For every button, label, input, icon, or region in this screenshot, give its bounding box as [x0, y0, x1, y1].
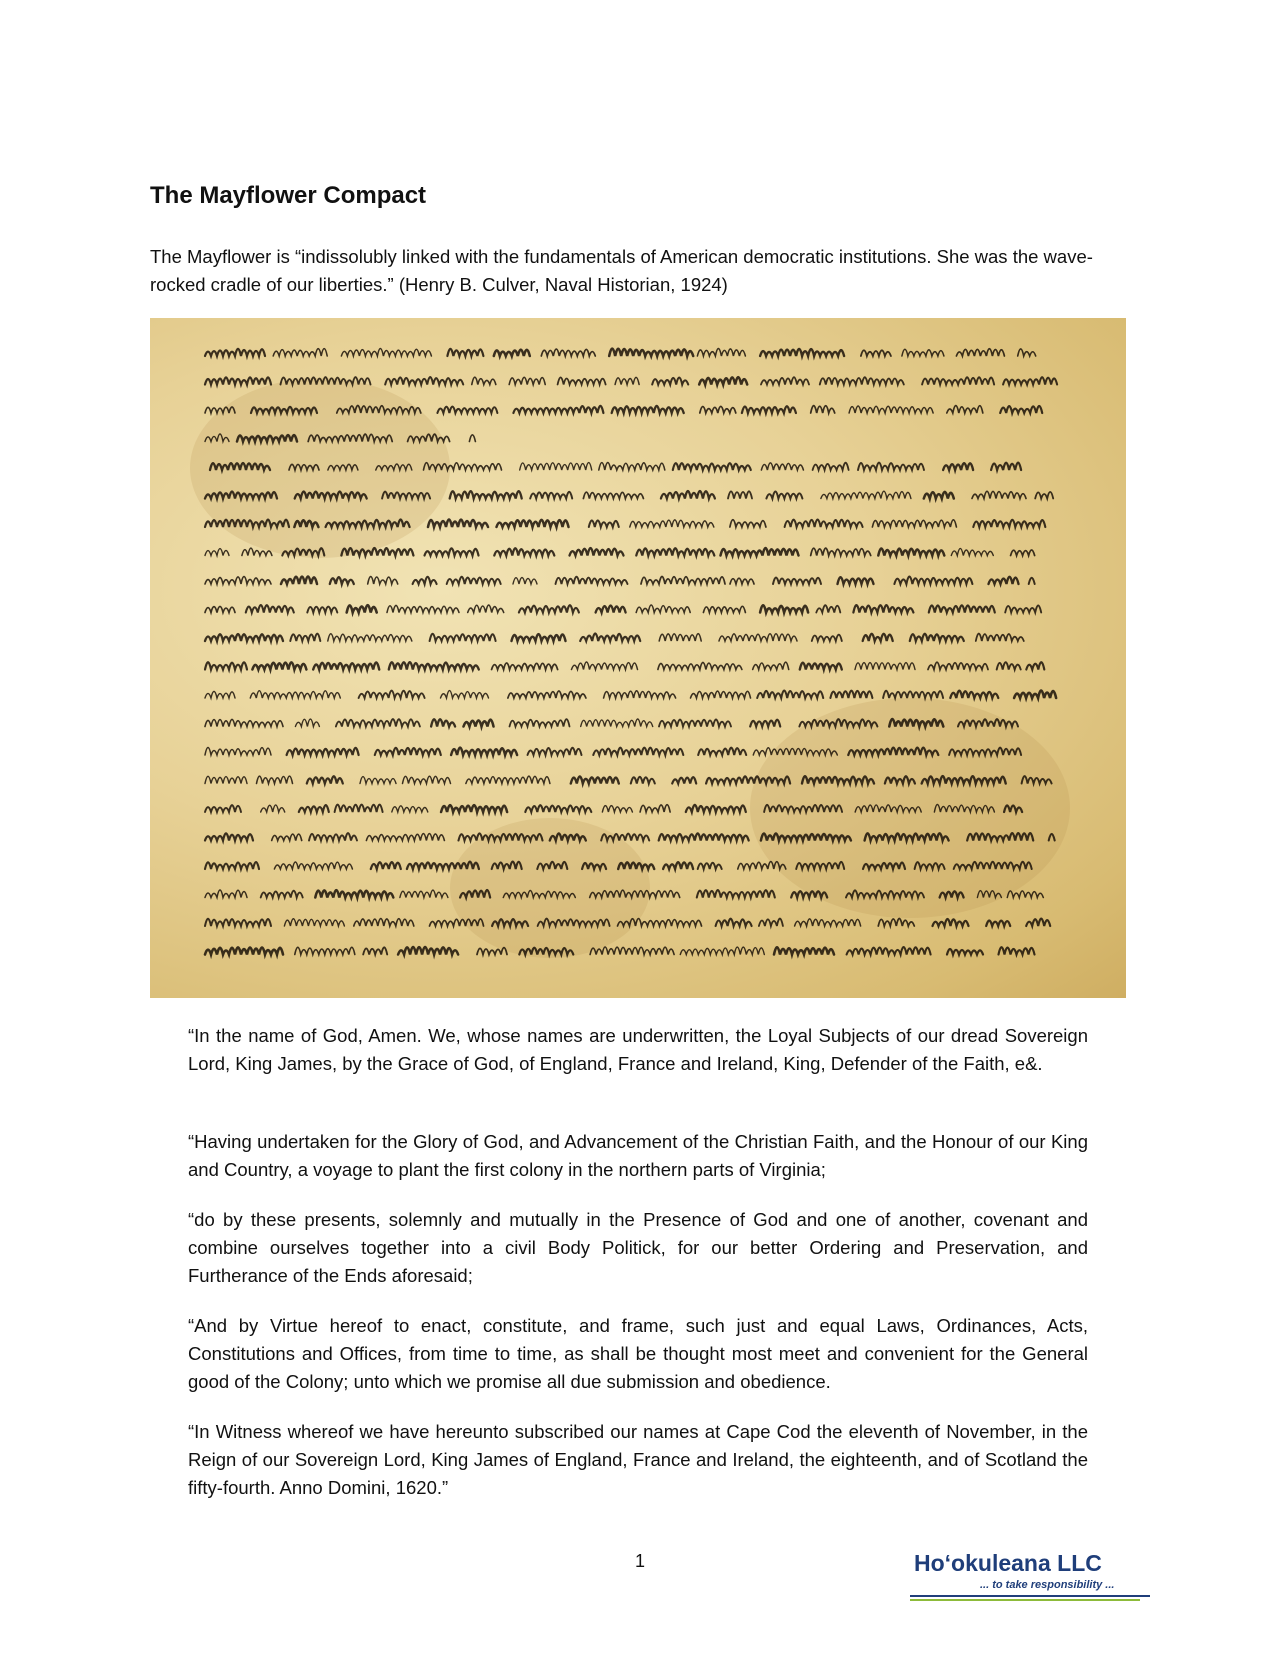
- handwriting-word-stroke: [541, 349, 595, 356]
- handwriting-word-stroke: [341, 548, 413, 555]
- handwriting-word-stroke: [389, 662, 479, 669]
- handwriting-word-stroke: [838, 577, 874, 584]
- handwriting-word-stroke: [764, 805, 842, 812]
- handwriting-word-stroke: [658, 663, 742, 670]
- handwriting-word-stroke: [609, 349, 693, 356]
- handwriting-word-stroke: [519, 948, 573, 955]
- handwriting-word-stroke: [602, 806, 632, 812]
- handwriting-word-stroke: [1011, 550, 1035, 555]
- handwriting-word-stroke: [933, 919, 969, 926]
- handwriting-word-stroke: [328, 464, 358, 470]
- handwriting-word-stroke: [1049, 834, 1055, 841]
- handwriting-word-stroke: [205, 549, 229, 556]
- handwriting-word-stroke: [205, 606, 235, 612]
- handwriting-word-stroke: [659, 833, 749, 840]
- handwriting-word-stroke: [774, 947, 834, 954]
- handwriting-word-stroke: [205, 748, 271, 756]
- handwriting-word-stroke: [672, 777, 696, 783]
- company-logo: [910, 1550, 1150, 1610]
- handwriting-word-stroke: [466, 776, 550, 783]
- handwriting-word-stroke: [413, 577, 437, 584]
- handwriting-word-stroke: [878, 548, 944, 555]
- handwriting-word-stroke: [295, 947, 355, 954]
- handwriting-word-stroke: [889, 719, 943, 727]
- handwriting-word-stroke: [698, 748, 746, 755]
- handwriting-word-stroke: [1022, 776, 1052, 783]
- handwriting-word-stroke: [630, 520, 714, 527]
- handwriting-word-stroke: [513, 578, 537, 585]
- handwriting-word-stroke: [205, 407, 235, 413]
- handwriting-word-stroke: [469, 435, 475, 442]
- handwriting-word-stroke: [330, 577, 354, 584]
- handwriting-word-stroke: [766, 491, 802, 498]
- handwriting-word-stroke: [503, 890, 575, 897]
- handwriting-word-stroke: [274, 862, 352, 869]
- handwriting-word-stroke: [910, 634, 964, 641]
- handwriting-word-stroke: [309, 833, 357, 840]
- handwriting-word-stroke: [237, 435, 297, 441]
- handwriting-word-stroke: [492, 862, 522, 869]
- handwriting-word-stroke: [956, 349, 1004, 356]
- handwriting-word-stroke: [307, 776, 343, 783]
- handwriting-word-stroke: [1014, 691, 1056, 698]
- handwriting-word-stroke: [954, 862, 1032, 869]
- handwriting-word-stroke: [924, 492, 954, 499]
- handwriting-word-stroke: [287, 748, 359, 755]
- handwriting-word-stroke: [570, 548, 624, 555]
- handwriting-word-stroke: [728, 491, 752, 498]
- handwriting-word-stroke: [205, 805, 241, 812]
- handwriting-word-stroke: [281, 377, 371, 384]
- handwriting-word-stroke: [1004, 805, 1022, 812]
- handwriting-word-stroke: [447, 577, 501, 584]
- handwriting-word-stroke: [951, 548, 993, 555]
- handwriting-word-stroke: [795, 919, 861, 926]
- handwriting-word-stroke: [205, 719, 283, 726]
- handwriting-word-stroke: [760, 605, 808, 612]
- handwriting-word-stroke: [464, 720, 494, 727]
- handwriting-word-stroke: [700, 406, 736, 413]
- handwriting-word-stroke: [1029, 578, 1035, 584]
- handwriting-word-stroke: [572, 662, 638, 669]
- handwriting-word-stroke: [706, 776, 790, 783]
- handwriting-word-stroke: [437, 407, 497, 414]
- handwriting-word-stroke: [477, 948, 507, 955]
- handwriting-word-stroke: [509, 377, 545, 384]
- handwriting-word-stroke: [618, 862, 654, 869]
- handwriting-word-stroke: [519, 605, 579, 612]
- handwriting-word-stroke: [431, 719, 455, 726]
- handwriting-word-stroke: [250, 691, 340, 698]
- handwriting-word-stroke: [947, 949, 983, 955]
- handwriting-word-stroke: [468, 605, 504, 612]
- handwriting-word-stroke: [659, 634, 701, 641]
- handwriting-word-stroke: [811, 406, 835, 413]
- handwriting-word-stroke: [307, 607, 337, 613]
- handwriting-word-stroke: [205, 947, 283, 954]
- handwriting-word-stroke: [680, 947, 764, 954]
- handwriting-word-stroke: [284, 919, 344, 926]
- handwriting-word-stroke: [940, 891, 964, 897]
- handwriting-word-stroke: [686, 805, 746, 812]
- handwriting-word-stroke: [447, 349, 483, 356]
- handwriting-word-stroke: [347, 605, 377, 612]
- handwriting-word-stroke: [257, 776, 293, 783]
- handwriting-word-stroke: [615, 377, 639, 384]
- handwriting-word-stroke: [863, 863, 905, 870]
- handwriting-word-stroke: [392, 806, 428, 812]
- handwriting-word-stroke: [336, 719, 420, 726]
- handwriting-word-stroke: [360, 777, 396, 784]
- handwriting-word-stroke: [761, 377, 809, 384]
- handwriting-word-stroke: [308, 434, 392, 441]
- handwriting-word-stroke: [1007, 891, 1043, 898]
- handwriting-word-stroke: [376, 464, 412, 470]
- handwriting-word-stroke: [451, 748, 517, 755]
- transcription-paragraph-2: “Having undertaken for the Glory of God, and Advancement of the Christian Faith, and the Honour of our King and Country, a voyage to plant the first colony in the northern parts of Virginia;: [188, 1131, 1088, 1180]
- handwriting-word-stroke: [661, 491, 715, 498]
- handwriting-word-stroke: [599, 463, 665, 470]
- handwriting-word-stroke: [858, 463, 924, 470]
- handwriting-word-stroke: [371, 862, 401, 869]
- handwriting-strokes: [150, 318, 1126, 998]
- handwriting-word-stroke: [652, 378, 688, 385]
- handwritten-manuscript-image: [150, 318, 1126, 998]
- handwriting-word-stroke: [441, 691, 489, 698]
- handwriting-word-stroke: [205, 434, 229, 442]
- handwriting-word-stroke: [590, 890, 680, 897]
- handwriting-word-stroke: [400, 890, 448, 897]
- handwriting-word-stroke: [295, 492, 367, 499]
- transcription-paragraph-5: “In Witness whereof we have hereunto subscribed our names at Cape Cod the eleventh of November, in the Reign of our Sovereign Lord, King James of England, France and Ireland, the eighteenth, and of Scotland the fifty-fourth. Anno Domini, 1620.”: [188, 1421, 1088, 1498]
- handwriting-word-stroke: [359, 691, 425, 698]
- handwriting-word-stroke: [252, 662, 306, 669]
- handwriting-word-stroke: [997, 662, 1021, 669]
- handwriting-word-stroke: [430, 919, 484, 926]
- handwriting-word-stroke: [550, 833, 586, 840]
- handwriting-word-stroke: [205, 662, 247, 669]
- handwriting-word-stroke: [636, 605, 690, 613]
- handwriting-word-stroke: [368, 577, 398, 584]
- transcription-paragraph-3: “do by these presents, solemnly and mutually in the Presence of God and one of another, covenant and combine ourselves together into a civil Body Politick, for our better Ordering and Preservation, and Furtherance of the Ends aforesaid;: [188, 1209, 1088, 1286]
- handwriting-word-stroke: [337, 406, 421, 414]
- handwriting-word-stroke: [497, 520, 569, 527]
- handwriting-word-stroke: [929, 605, 995, 612]
- page-title: The Mayflower Compact: [150, 182, 427, 209]
- handwriting-word-stroke: [294, 520, 318, 527]
- handwriting-word-stroke: [757, 691, 823, 698]
- handwriting-word-stroke: [450, 491, 522, 498]
- handwriting-word-stroke: [205, 634, 283, 641]
- handwriting-word-stroke: [697, 890, 775, 897]
- transcription-paragraph-1: “In the name of God, Amen. We, whose names are underwritten, the Loyal Subjects of our dread Sovereign Lord, King James, by the Grace of God, of England, France and Ireland, King, Defender of the Faith, e&.: [188, 1025, 1088, 1074]
- handwriting-word-stroke: [811, 548, 871, 555]
- handwriting-word-stroke: [441, 805, 507, 812]
- handwriting-word-stroke: [590, 947, 674, 955]
- handwriting-word-stroke: [640, 805, 670, 812]
- handwriting-word-stroke: [583, 492, 643, 498]
- handwriting-word-stroke: [601, 834, 649, 841]
- handwriting-word-stroke: [902, 349, 944, 356]
- handwriting-word-stroke: [949, 748, 1021, 755]
- handwriting-word-stroke: [659, 719, 731, 726]
- handwriting-word-stroke: [738, 862, 786, 869]
- handwriting-word-stroke: [382, 492, 430, 499]
- handwriting-word-stroke: [251, 407, 317, 413]
- logo-rule-green: [910, 1599, 1140, 1601]
- handwriting-word-stroke: [618, 919, 702, 926]
- handwriting-word-stroke: [537, 862, 567, 869]
- handwriting-word-stroke: [812, 635, 842, 641]
- handwriting-word-stroke: [604, 691, 676, 698]
- handwriting-word-stroke: [424, 463, 502, 470]
- handwriting-word-stroke: [791, 891, 827, 897]
- logo-tagline: ... to take responsibility ...: [980, 1579, 1115, 1591]
- handwriting-word-stroke: [989, 577, 1019, 584]
- handwriting-word-stroke: [820, 377, 904, 384]
- handwriting-word-stroke: [958, 719, 1018, 726]
- handwriting-word-stroke: [205, 492, 277, 499]
- handwriting-word-stroke: [494, 350, 530, 356]
- handwriting-word-stroke: [282, 548, 324, 555]
- handwriting-word-stroke: [631, 777, 655, 784]
- handwriting-word-stroke: [1026, 919, 1050, 926]
- handwriting-word-stroke: [760, 349, 844, 356]
- handwriting-word-stroke: [976, 634, 1024, 641]
- handwriting-word-stroke: [865, 833, 949, 840]
- handwriting-word-stroke: [530, 492, 572, 499]
- handwriting-word-stroke: [528, 748, 582, 755]
- handwriting-word-stroke: [636, 548, 714, 555]
- handwriting-word-stroke: [800, 663, 842, 670]
- handwriting-word-stroke: [472, 377, 496, 384]
- handwriting-word-stroke: [205, 520, 289, 527]
- handwriting-word-stroke: [999, 947, 1035, 954]
- handwriting-word-stroke: [242, 548, 272, 555]
- handwriting-word-stroke: [205, 691, 235, 698]
- handwriting-word-stroke: [698, 863, 722, 869]
- handwriting-word-stroke: [922, 377, 994, 384]
- handwriting-word-stroke: [315, 890, 393, 897]
- handwriting-word-stroke: [759, 919, 783, 926]
- handwriting-word-stroke: [273, 349, 327, 356]
- handwriting-word-stroke: [580, 634, 640, 642]
- handwriting-word-stroke: [922, 776, 1006, 783]
- handwriting-word-stroke: [799, 719, 877, 726]
- handwriting-word-stroke: [753, 662, 789, 669]
- handwriting-word-stroke: [205, 577, 271, 584]
- handwriting-word-stroke: [430, 634, 496, 641]
- handwriting-word-stroke: [398, 947, 458, 954]
- handwriting-word-stroke: [593, 748, 683, 755]
- handwriting-word-stroke: [299, 805, 329, 812]
- handwriting-word-stroke: [459, 833, 543, 840]
- handwriting-word-stroke: [612, 406, 684, 413]
- handwriting-word-stroke: [290, 634, 320, 641]
- handwriting-word-stroke: [407, 862, 479, 869]
- handwriting-word-stroke: [492, 663, 558, 670]
- handwriting-word-stroke: [753, 748, 837, 755]
- handwriting-word-stroke: [846, 890, 924, 897]
- handwriting-word-stroke: [673, 463, 751, 470]
- intro-paragraph: The Mayflower is “indissolubly linked with the fundamentals of American democratic institutions. She was the wave-rocked cradle of our liberties.” (Henry B. Culver, Naval Historian, 1924): [150, 246, 1093, 295]
- handwriting-word-stroke: [947, 406, 983, 413]
- handwriting-word-stroke: [855, 805, 921, 812]
- handwriting-word-stroke: [1000, 406, 1042, 413]
- handwriting-word-stroke: [328, 634, 412, 641]
- handwriting-word-stroke: [750, 720, 780, 727]
- handwriting-word-stroke: [761, 463, 803, 470]
- handwriting-word-stroke: [589, 520, 619, 527]
- handwriting-word-stroke: [246, 605, 294, 612]
- handwriting-word-stroke: [894, 577, 972, 584]
- handwriting-word-stroke: [326, 520, 410, 527]
- handwriting-word-stroke: [742, 406, 796, 413]
- handwriting-word-stroke: [272, 834, 302, 840]
- handwriting-word-stroke: [596, 606, 626, 613]
- logo-name: Hoʻokuleana LLC: [914, 1550, 1102, 1576]
- handwriting-word-stroke: [261, 805, 285, 812]
- handwriting-word-stroke: [863, 634, 893, 641]
- handwriting-word-stroke: [508, 691, 586, 698]
- handwriting-word-stroke: [883, 691, 943, 698]
- handwriting-word-stroke: [520, 463, 592, 470]
- handwriting-word-stroke: [205, 890, 247, 897]
- handwriting-word-stroke: [205, 833, 253, 840]
- handwriting-word-stroke: [973, 520, 1045, 527]
- handwriting-word-stroke: [1003, 377, 1057, 384]
- handwriting-word-stroke: [525, 805, 591, 812]
- handwriting-word-stroke: [943, 463, 973, 470]
- handwriting-word-stroke: [428, 520, 488, 527]
- handwriting-word-stroke: [571, 776, 619, 783]
- handwriting-word-stroke: [460, 890, 490, 898]
- handwriting-word-stroke: [977, 891, 1001, 898]
- handwriting-word-stroke: [1035, 492, 1053, 499]
- handwriting-word-stroke: [816, 605, 840, 612]
- handwriting-word-stroke: [641, 577, 725, 584]
- handwriting-word-stroke: [289, 464, 319, 470]
- handwriting-word-stroke: [513, 406, 603, 413]
- handwriting-word-stroke: [1026, 662, 1044, 669]
- handwriting-word-stroke: [295, 719, 319, 726]
- handwriting-word-stroke: [375, 748, 441, 755]
- handwriting-word-stroke: [813, 463, 849, 470]
- handwriting-word-stroke: [385, 377, 463, 384]
- handwriting-word-stroke: [366, 834, 444, 841]
- handwriting-word-stroke: [950, 691, 998, 698]
- transcription-paragraph-4: “And by Virtue hereof to enact, constitute, and frame, such just and equal Laws, Ordinances, Acts, Constitutions and Offices, from time to time, as shall be thought most meet and convenient for the General good of the Colony; unto which we promise all due submission and obedience.: [188, 1315, 1088, 1392]
- handwriting-word-stroke: [719, 634, 797, 641]
- handwriting-word-stroke: [341, 349, 431, 356]
- handwriting-word-stroke: [205, 377, 271, 384]
- handwriting-word-stroke: [387, 605, 459, 612]
- handwriting-word-stroke: [663, 862, 693, 869]
- handwriting-word-stroke: [210, 463, 270, 470]
- handwriting-word-stroke: [205, 349, 265, 356]
- handwriting-word-stroke: [848, 748, 938, 755]
- handwriting-word-stroke: [802, 776, 874, 783]
- handwriting-word-stroke: [703, 606, 745, 612]
- handwriting-word-stroke: [512, 634, 566, 641]
- handwriting-word-stroke: [425, 548, 479, 555]
- handwriting-word-stroke: [582, 863, 606, 869]
- handwriting-word-stroke: [991, 463, 1021, 470]
- handwriting-word-stroke: [972, 491, 1026, 498]
- handwriting-word-stroke: [853, 605, 913, 612]
- handwriting-word-stroke: [205, 776, 247, 783]
- handwriting-word-stroke: [1018, 349, 1036, 356]
- handwriting-word-stroke: [205, 862, 259, 869]
- handwriting-word-stroke: [878, 919, 914, 927]
- handwriting-word-stroke: [872, 520, 956, 527]
- handwriting-word-stroke: [492, 919, 528, 926]
- handwriting-word-stroke: [861, 350, 891, 356]
- handwriting-word-stroke: [967, 833, 1033, 840]
- handwriting-word-stroke: [581, 719, 653, 727]
- handwriting-word-stroke: [281, 577, 317, 584]
- handwriting-word-stroke: [558, 377, 606, 384]
- handwriting-word-stroke: [721, 548, 799, 555]
- handwriting-word-stroke: [691, 691, 751, 698]
- handwriting-word-stroke: [821, 491, 911, 498]
- logo-rule-blue: [910, 1595, 1150, 1597]
- handwriting-word-stroke: [761, 834, 851, 841]
- handwriting-word-stroke: [363, 947, 387, 954]
- handwriting-word-stroke: [697, 349, 745, 356]
- handwriting-word-stroke: [556, 577, 628, 584]
- handwriting-word-stroke: [796, 862, 844, 869]
- handwriting-word-stroke: [205, 919, 271, 926]
- handwriting-word-stroke: [1005, 605, 1041, 612]
- handwriting-word-stroke: [730, 578, 754, 584]
- handwriting-word-stroke: [494, 548, 554, 555]
- handwriting-word-stroke: [847, 947, 931, 955]
- handwriting-word-stroke: [855, 663, 915, 670]
- handwriting-word-stroke: [730, 520, 766, 527]
- handwriting-word-stroke: [313, 663, 379, 670]
- handwriting-word-stroke: [261, 891, 303, 898]
- handwriting-word-stroke: [699, 377, 747, 384]
- handwriting-word-stroke: [849, 406, 933, 413]
- handwriting-word-stroke: [403, 776, 451, 783]
- handwriting-word-stroke: [986, 921, 1010, 926]
- handwriting-word-stroke: [934, 805, 994, 813]
- handwriting-word-stroke: [785, 520, 863, 527]
- handwriting-word-stroke: [354, 919, 414, 926]
- handwriting-word-stroke: [885, 776, 915, 783]
- handwriting-word-stroke: [408, 434, 450, 441]
- handwriting-word-stroke: [538, 919, 610, 926]
- handwriting-word-stroke: [716, 919, 752, 926]
- handwriting-word-stroke: [928, 662, 988, 669]
- handwriting-word-stroke: [773, 577, 821, 584]
- handwriting-word-stroke: [510, 719, 570, 726]
- page-number: 1: [634, 1551, 645, 1571]
- handwriting-word-stroke: [830, 691, 872, 698]
- handwriting-word-stroke: [915, 862, 945, 869]
- handwriting-word-stroke: [335, 805, 383, 812]
